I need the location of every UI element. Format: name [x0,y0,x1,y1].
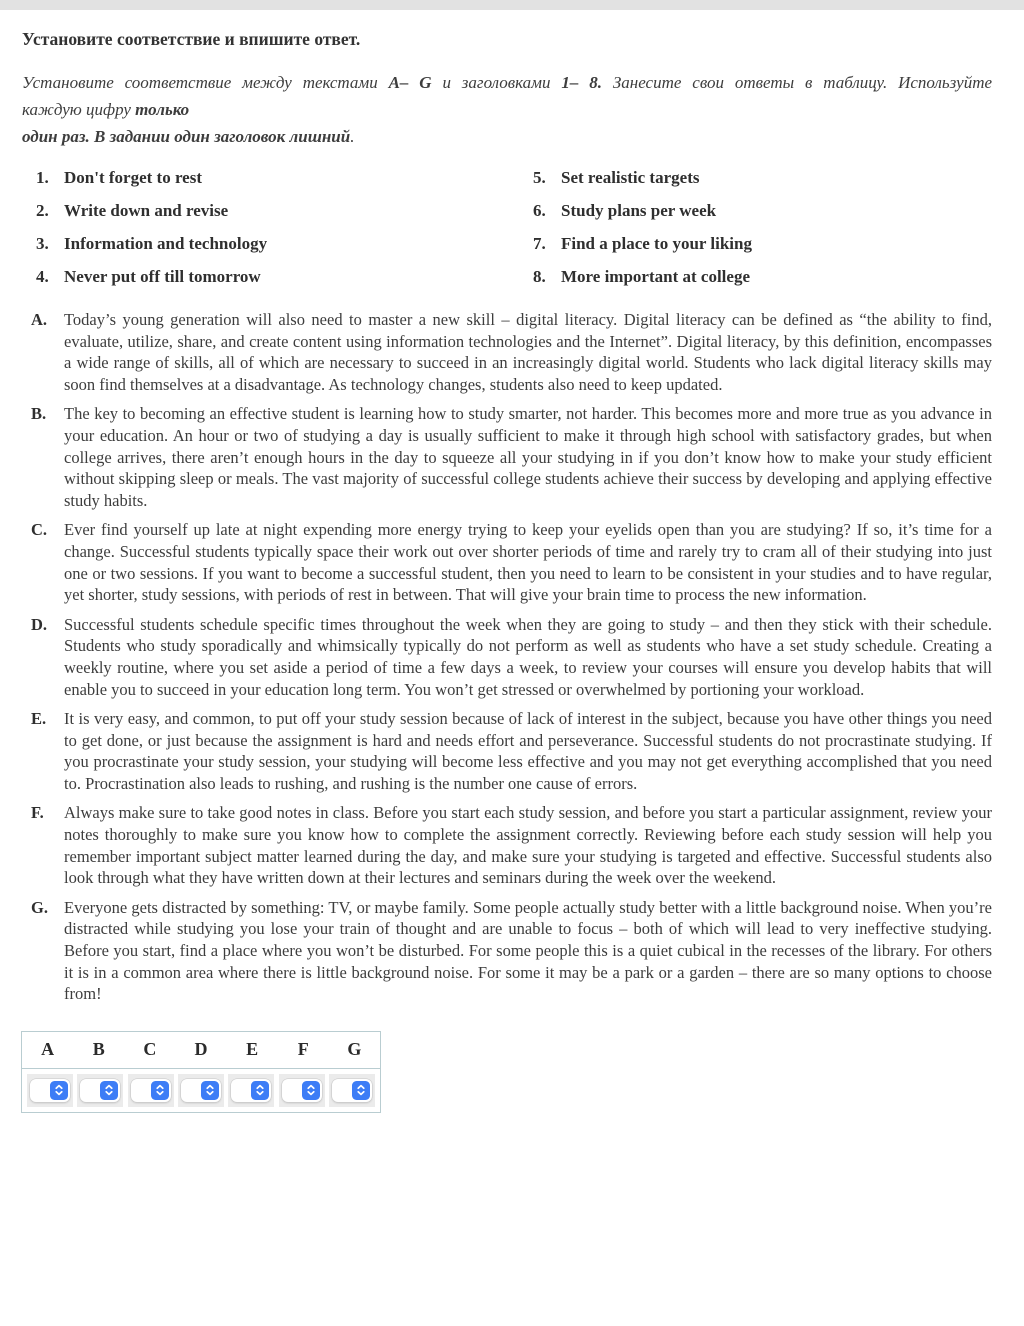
heading-item-4 [36,266,533,287]
heading-item-6 [533,200,1024,221]
heading-item-2 [36,200,533,221]
text-paragraph-a [31,309,992,395]
answer-select-e[interactable] [231,1079,271,1102]
heading-item-1 [36,167,533,188]
select-stepper-icon [151,1081,169,1100]
instr-text: . [350,127,355,146]
answer-column-header-b: B [92,1039,105,1060]
paragraph-letter: D. [31,614,48,634]
heading-label: Write down and revise [64,201,229,220]
heading-label: Information and technology [64,234,268,253]
paragraph-letter: A. [31,310,48,329]
instr-text: Занесите свои ответы в таблицу. Используйте [602,73,993,92]
answer-cell-a [27,1074,73,1107]
paragraph-body: It is very easy, and common, to put off your study session because of lack of interest in the subject, because you have other things you need to get done, or just because the assignment is hard and needs effort and perseverance. Successful students do not procrastinate studying. If you procrastinate your study session, your studying will become less effective and you may not get everything accomplished that you need to. Procrastination also leads to rushing, and rushing is the number one cause of errors. [64,709,992,793]
task-instructions [22,69,992,150]
heading-number: 8. [533,267,546,286]
paragraph-body: Successful students schedule specific times throughout the week when they are going to study – and then they stick with their schedule. Students who study sporadically and whimsically typically do not perform as well as students who have a set study schedule. Creating a weekly routine, where you set aside a period of time a few days a week, to review your courses will ensure you develop habits that will enable you to succeed in your education long term. You won’t get stressed or overwhelmed by portioning your workload. [64,614,992,699]
answer-cell-c [128,1074,174,1107]
heading-number: 3. [36,234,49,253]
paragraph-body: The key to becoming an effective student is learning how to study smarter, not harder. This becomes more and more true as you advance in your education. An hour or two of studying a day is usually sufficient to make it through high school with satisfactory grades, but when college arrives, there aren’t enough hours in the day to squeeze all your studying in if you don’t know how to make your study efficient without skipping sleep or meals. The vast majority of successful college students achieve their success by developing and applying effective study habits. [64,404,992,510]
heading-number: 1. [36,168,49,187]
heading-label: Never put off till tomorrow [64,267,261,286]
select-stepper-icon [251,1081,269,1100]
answer-select-d[interactable] [181,1079,221,1102]
text-paragraph-g [31,897,992,1005]
text-paragraph-b [31,403,992,511]
headings-column-right [533,167,1024,299]
heading-label: More important at college [561,267,750,286]
task-title: Установите соответствие и впишите ответ. [22,29,361,49]
answer-cell-g [329,1074,375,1107]
answer-select-a[interactable] [30,1079,70,1102]
headings-list [36,167,1024,299]
answer-cell-d [178,1074,224,1107]
heading-item-3 [36,233,533,254]
heading-number: 6. [533,201,546,220]
paragraph-letter: B. [31,404,47,424]
heading-item-5 [533,167,1024,188]
heading-number: 2. [36,201,49,220]
answer-select-f[interactable] [282,1079,322,1102]
select-stepper-icon [302,1081,320,1100]
instructions-line-3 [22,123,992,150]
task-page [0,28,1024,1113]
heading-label: Don't forget to rest [64,168,203,187]
answer-column-header-g: G [347,1039,362,1060]
paragraph-body: Always make sure to take good notes in class. Before you start each study session, and before you start a particular assignment, review your notes thoroughly to make sure you know how to complete the assignment correctly. Reviewing before each study session will help you remember important subject matter learned during the day, and make sure your studying is targeted and effective. Successful students also look through what they have written down at their lectures and seminars during the week over the weekend. [64,803,992,888]
texts-section [31,309,992,1005]
instr-bold-only-once: только [135,100,190,119]
heading-label: Study plans per week [561,201,717,220]
heading-label: Set realistic targets [561,168,700,187]
instr-text: Установите соответствие между текстами [22,73,389,92]
headings-column-left [36,167,533,299]
instr-bold-extra-heading: один раз. В задании один заголовок лишний [22,127,351,146]
instr-text: и заголовками [431,73,562,92]
text-paragraph-c [31,519,992,605]
answer-cell-e [228,1074,274,1107]
instructions-line-2 [22,96,992,123]
paragraph-body: Everyone gets distracted by something: TV, or maybe family. Some people actually study better with a little background noise. When you’re distracted while studying you lose your train of thought and are unable to focus – both of which will lead to very ineffective studying. Before you start, find a place where you won’t be disturbed. For some people this is a quiet cubical in the recesses of the library. For others it is in a common area where there is little background noise. For some it may be a park or a garden – there are so many options to choose from! [64,897,992,1004]
answer-select-g[interactable] [332,1079,372,1102]
answer-column-header-d: D [194,1039,208,1060]
select-stepper-icon [201,1081,219,1100]
text-paragraph-e [31,708,992,794]
select-stepper-icon [50,1081,68,1100]
answer-column-header-f: F [297,1039,309,1060]
instr-bold-texts-range: А– G [388,73,432,92]
paragraph-letter: F. [31,803,44,823]
select-stepper-icon [100,1081,118,1100]
paragraph-body: Today’s young generation will also need to master a new skill – digital literacy. Digital literacy can be defined as “the ability to find, evaluate, utilize, share, and create content using information technologies and the Internet”. Digital literacy, by this definition, encompasses a wide range of skills, all of which are necessary to succeed in an increasingly digital world. Students who lack digital literacy skills may soon find themselves at a disadvantage. As technology changes, students also need to keep updated. [64,310,992,394]
answer-column-header-c: C [143,1039,157,1060]
heading-item-7 [533,233,1024,254]
answer-cell-b [77,1074,123,1107]
text-paragraph-f [31,802,992,888]
heading-label: Find a place to your liking [561,234,752,253]
heading-number: 4. [36,267,49,286]
heading-number: 5. [533,168,546,187]
answer-select-c[interactable] [131,1079,171,1102]
heading-item-8 [533,266,1024,287]
instr-text: каждую цифру [22,100,136,119]
paragraph-letter: G. [31,897,48,917]
answer-table-header [22,1032,380,1069]
answer-column-header-e: E [246,1039,259,1060]
instructions-line-1 [22,69,992,96]
paragraph-body: Ever find yourself up late at night expending more energy trying to keep your eyelids open than you are studying? If so, it’s time for a change. Successful students typically space their work out over shorter periods of time and rarely try to cram all of their studying into just one or two sessions. If you want to become a successful student, then you need to learn to be consistent in your studies and to have regular, yet shorter, study sessions, with periods of rest in between. That will give your brain time to process the new information. [64,520,992,605]
answer-table [21,1031,381,1113]
answer-select-b[interactable] [80,1079,120,1102]
answer-table-inputs-row [22,1069,380,1112]
heading-number: 7. [533,234,546,253]
answer-cell-f [279,1074,325,1107]
answer-column-header-a: A [41,1039,55,1060]
text-paragraph-d [31,614,992,700]
instr-bold-headings-range: 1– 8. [561,73,603,92]
top-bar [0,0,1024,10]
paragraph-letter: E. [31,709,47,729]
paragraph-letter: C. [31,520,48,540]
select-stepper-icon [352,1081,370,1100]
